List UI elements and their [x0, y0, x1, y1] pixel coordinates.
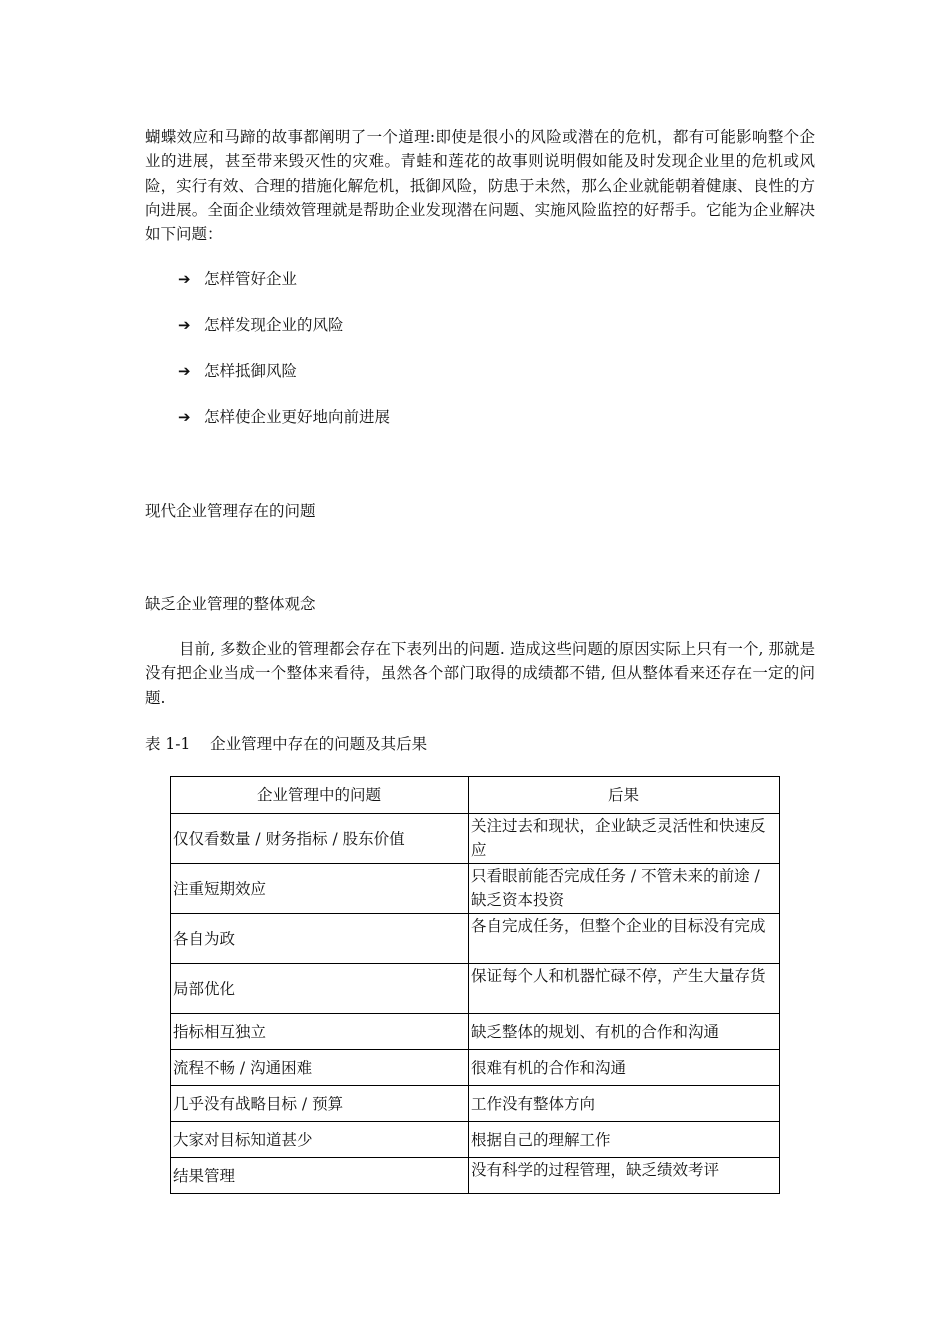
subsection-heading: 缺乏企业管理的整体观念 [145, 595, 316, 613]
list-item-text: 怎样抵御风险 [204, 362, 298, 380]
table-row [171, 1122, 780, 1158]
problem-cell: 仅仅看数量 / 财务指标 / 股东价值 [171, 814, 469, 864]
table-row [171, 1050, 780, 1086]
body-paragraph: 目前, 多数企业的管理都会存在下表列出的问题. 造成这些问题的原因实际上只有一个, 那就是没有把企业当成一个整体来看待，虽然各个部门取得的成绩都不错, 但从整体看来还存在一定的问题. [145, 640, 815, 707]
right-arrow-icon: ➔ [178, 316, 191, 334]
table-row [171, 964, 780, 1014]
consequence-cell: 缺乏整体的规划、有机的合作和沟通 [469, 1014, 780, 1050]
right-arrow-icon: ➔ [178, 270, 191, 288]
list-item [178, 266, 390, 312]
section-heading: 现代企业管理存在的问题 [145, 502, 316, 520]
problem-cell: 大家对目标知道甚少 [171, 1122, 469, 1158]
list-item [178, 404, 390, 450]
list-item [178, 358, 390, 404]
table-caption: 表 1-1 企业管理中存在的问题及其后果 [145, 735, 428, 753]
header-cell-problem: 企业管理中的问题 [171, 777, 469, 814]
consequence-cell: 只看眼前能否完成任务 / 不管未来的前途 / 缺乏资本投资 [469, 864, 780, 914]
table-row [171, 914, 780, 964]
consequence-cell: 工作没有整体方向 [469, 1086, 780, 1122]
problem-cell: 结果管理 [171, 1158, 469, 1194]
intro-paragraph: 蝴蝶效应和马蹄的故事都阐明了一个道理:即使是很小的风险或潜在的危机，都有可能影响整个企业的进展，甚至带来毁灭性的灾难。青蛙和莲花的故事则说明假如能及时发现企业里的危机或风险，实行有效、合理的措施化解危机，抵御风险，防患于未然，那么企业就能朝着健康、良性的方向进展。全面企业绩效管理就是帮助企业发现潜在问题、实施风险监控的好帮手。它能为企业解决如下问题： [145, 128, 815, 244]
table-row [171, 864, 780, 914]
consequence-cell: 根据自己的理解工作 [469, 1122, 780, 1158]
problem-cell: 局部优化 [171, 964, 469, 1014]
consequence-cell: 各自完成任务，但整个企业的目标没有完成 [469, 914, 780, 964]
problem-cell: 注重短期效应 [171, 864, 469, 914]
consequence-cell: 关注过去和现状，企业缺乏灵活性和快速反应 [469, 814, 780, 864]
problem-cell: 流程不畅 / 沟通困难 [171, 1050, 469, 1086]
problems-table [170, 776, 780, 1194]
right-arrow-icon: ➔ [178, 362, 191, 380]
question-list [178, 266, 390, 450]
table-row [171, 1158, 780, 1194]
list-item-text: 怎样使企业更好地向前进展 [204, 408, 391, 426]
table-row [171, 814, 780, 864]
consequence-cell: 没有科学的过程管理，缺乏绩效考评 [469, 1158, 780, 1194]
list-item-text: 怎样管好企业 [204, 270, 298, 288]
table-row [171, 1086, 780, 1122]
problem-cell: 指标相互独立 [171, 1014, 469, 1050]
problem-cell: 几乎没有战略目标 / 预算 [171, 1086, 469, 1122]
table-row [171, 1014, 780, 1050]
header-cell-consequence: 后果 [469, 777, 780, 814]
consequence-cell: 很难有机的合作和沟通 [469, 1050, 780, 1086]
right-arrow-icon: ➔ [178, 408, 191, 426]
table-header-row [171, 777, 780, 814]
list-item-text: 怎样发现企业的风险 [204, 316, 344, 334]
consequence-cell: 保证每个人和机器忙碌不停，产生大量存货 [469, 964, 780, 1014]
list-item [178, 312, 390, 358]
problem-cell: 各自为政 [171, 914, 469, 964]
